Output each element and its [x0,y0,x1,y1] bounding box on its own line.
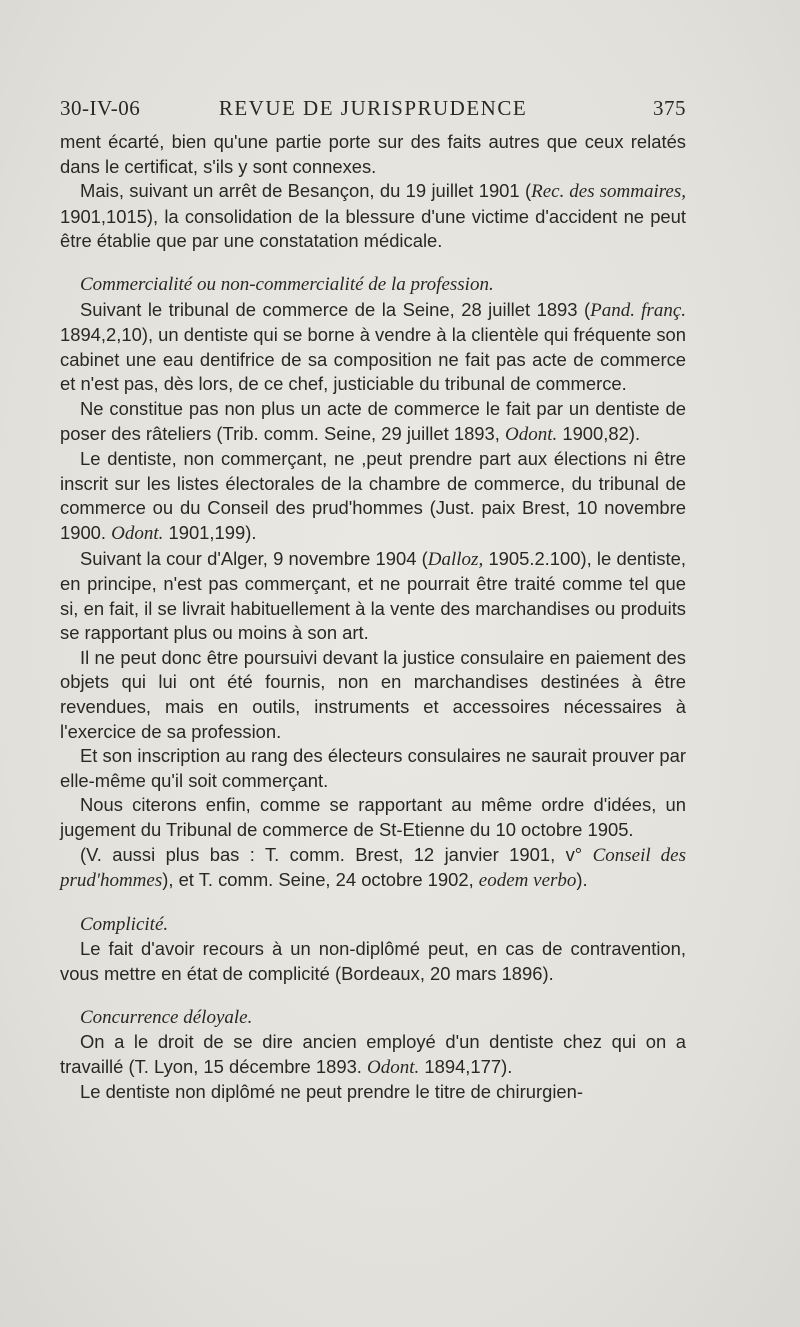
body-paragraph [60,843,686,894]
italic-text: Odont. [367,1056,420,1078]
header-date: 30-IV-06 [60,96,141,120]
paragraph-text: 1901,1015), la consolidation de la blessure d'une victime d'accident ne peut être établie que par une constatation médicale. [60,205,686,252]
body-paragraph [60,1080,686,1105]
paragraph-text: Suivant la cour d'Alger, 9 novembre 1904 ( [80,547,428,569]
section-heading [60,273,686,298]
body-paragraph [60,1030,686,1080]
italic-text: Commercialité ou non-commercialité de la profession. [80,273,494,295]
paragraph-text: Suivant le tribunal de commerce de la Seine, 28 juillet 1893 ( [80,298,591,320]
paragraph-text: 1900,82). [557,422,641,444]
italic-text: Conseil des prud'hommes [60,844,686,892]
paragraph-text: 1894,177). [419,1055,513,1077]
page-body [60,130,686,1105]
section-heading [60,913,686,938]
paragraph-text: Le fait d'avoir recours à un non-diplômé peut, en cas de contravention, vous mettre en état de complicité (Bordeaux, 20 mars 1896). [60,938,686,984]
paragraph-text: Nous citerons enfin, comme se rapportant au même ordre d'idées, un jugement du Tribunal de commerce de St-Etienne du 10 octobre 1905. [60,794,686,841]
paragraph-text: Il ne peut donc être poursuivi devant la justice consulaire en paiement des objets qui lui ont été fournis, non en marchandises destinées à être revendues, mais en outils, instruments et accessoires nécessaires à l'exercice de sa profession. [60,646,686,742]
paragraph-text: 1894,2,10), un dentiste qui se borne à vendre à la clientèle qui fréquente son cabinet une eau dentifrice de sa composition ne fait pas acte de commerce et n'est pas, dès lors, de ce chef, justiciable du tribunal de commerce. [60,324,686,395]
paragraph-text: Ne constitue pas non plus un acte de commerce le fait par un dentiste de poser des râteliers (Trib. comm. Seine, 29 juillet 1893, [60,397,686,444]
paragraph-text: 1905.2.100), le dentiste, en principe, n'est pas commerçant, et ne pourrait être traité comme tel que si, en fait, il se livrait habituellement à la vente des marchandises ou produits se rapportant plus ou moins à son art. [60,547,686,644]
page-number: 375 [653,96,686,120]
italic-text: Rec. des sommaires, [531,181,687,203]
section-heading [60,1006,686,1031]
italic-text: Odont. [111,522,164,544]
italic-text: Odont. [504,423,558,445]
body-paragraph [60,298,686,397]
body-paragraph [60,937,686,986]
italic-text: Dalloz, [427,548,484,570]
paragraph-text: ment écarté, bien qu'une partie porte sur des faits autres que ceux relatés dans le certificat, s'ils y sont connexes. [60,131,686,177]
paragraph-text: Le dentiste, non commerçant, ne ,peut prendre part aux élections ni être inscrit sur les listes électorales de la chambre de commerce, du tribunal de commerce ou du Conseil des prud'hommes (Just. paix Brest, 10 novembre 1900. [60,448,686,543]
italic-text: Pand. franç. [590,299,686,321]
paragraph-text: (V. aussi plus bas : T. comm. Brest, 12 janvier 1901, v° [80,843,593,865]
body-paragraph [60,646,686,744]
paragraph-text: On a le droit de se dire ancien employé d'un dentiste chez qui on a travaillé (T. Lyon, 15 décembre 1893. [60,1031,686,1077]
paragraph-text: Le dentiste non diplômé ne peut prendre le titre de chirurgien- [80,1081,583,1103]
paragraph-text: ). [576,869,588,891]
paragraph-text: Mais, suivant un arrêt de Besançon, du 19 juillet 1901 ( [80,180,532,202]
running-header [60,96,686,126]
body-paragraph [60,397,686,447]
paragraph-text: 1901,199). [163,521,257,543]
body-paragraph [60,547,686,646]
body-paragraph [60,447,686,546]
body-paragraph [60,130,686,179]
header-title: REVUE DE JURISPRUDENCE [218,96,528,120]
body-paragraph [60,179,686,254]
body-paragraph [60,793,686,842]
italic-text: Concurrence déloyale. [80,1006,253,1028]
italic-text: Complicité. [80,913,169,935]
paragraph-text: ), et T. comm. Seine, 24 octobre 1902, [162,869,479,891]
body-paragraph [60,744,686,793]
italic-text: eodem verbo [478,870,577,892]
paragraph-text: Et son inscription au rang des électeurs consulaires ne saurait prouver par elle-même qu'il soit commerçant. [60,745,686,791]
